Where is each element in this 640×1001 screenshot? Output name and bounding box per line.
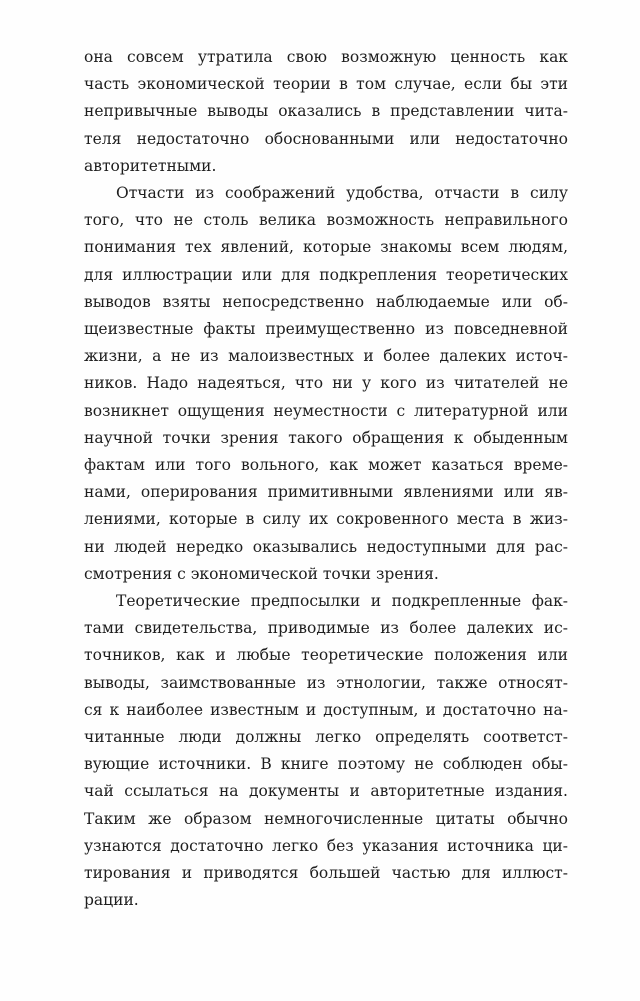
text-line: авторитетными. (84, 156, 217, 175)
text-line: возникнет ощущения неуместности с литературной или (84, 401, 568, 420)
text-line: чай ссылаться на документы и авторитетные издания. (84, 782, 568, 801)
paragraph-1 (84, 44, 568, 180)
text-line: того, что не столь велика возможность неправильного (84, 211, 568, 230)
text-line: тирования и приводятся большей частью для иллюст- (84, 864, 568, 883)
text-line: щеизвестные факты преимущественно из повседневной (84, 320, 568, 339)
text-line: вующие источники. В книге поэтому не соблюден обы- (84, 755, 568, 774)
text-line: теля недостаточно обоснованными или недостаточно (84, 129, 568, 148)
text-line: смотрения с экономической точки зрения. (84, 564, 439, 583)
text-line: выводы, заимствованные из этнологии, также относят- (84, 673, 568, 692)
text-line: ни людей нередко оказывались недоступными для рас- (84, 537, 568, 556)
text-line: читанные люди должны легко определять соответст- (84, 728, 568, 747)
text-line: ся к наиболее известным и доступным, и достаточно на- (84, 700, 568, 719)
paragraph-3 (84, 588, 568, 914)
text-line: часть экономической теории в том случае, если бы эти (84, 75, 568, 94)
text-line: точников, как и любые теоретические положения или (84, 646, 568, 665)
text-line: ников. Надо надеяться, что ни у кого из читателей не (84, 374, 568, 393)
text-line: Теоретические предпосылки и подкрепленные фак- (116, 592, 568, 611)
text-line: фактам или того вольного, как может казаться време- (84, 456, 568, 475)
text-line: жизни, а не из малоизвестных и более далеких источ- (84, 347, 568, 366)
text-line: Таким же образом немногочисленные цитаты обычно (84, 809, 568, 828)
page-text (84, 44, 568, 915)
text-line: выводов взяты непосредственно наблюдаемые или об- (84, 292, 568, 311)
text-line: понимания тех явлений, которые знакомы всем людям, (84, 238, 568, 257)
text-line: лениями, которые в силу их сокровенного места в жиз- (84, 510, 568, 529)
text-line: нами, оперирования примитивными явлениями или яв- (84, 483, 568, 502)
paragraph-2 (84, 180, 568, 588)
text-line: Отчасти из соображений удобства, отчасти в силу (116, 184, 568, 203)
text-line: для иллюстрации или для подкрепления теоретических (84, 265, 568, 284)
text-line: рации. (84, 891, 139, 910)
text-line: непривычные выводы оказались в представлении чита- (84, 102, 568, 121)
text-line: научной точки зрения такого обращения к обыденным (84, 428, 568, 447)
text-line: она совсем утратила свою возможную ценность как (84, 48, 568, 66)
text-line: тами свидетельства, приводимые из более далеких ис- (84, 619, 568, 638)
text-line: узнаются достаточно легко без указания источника ци- (84, 836, 568, 855)
